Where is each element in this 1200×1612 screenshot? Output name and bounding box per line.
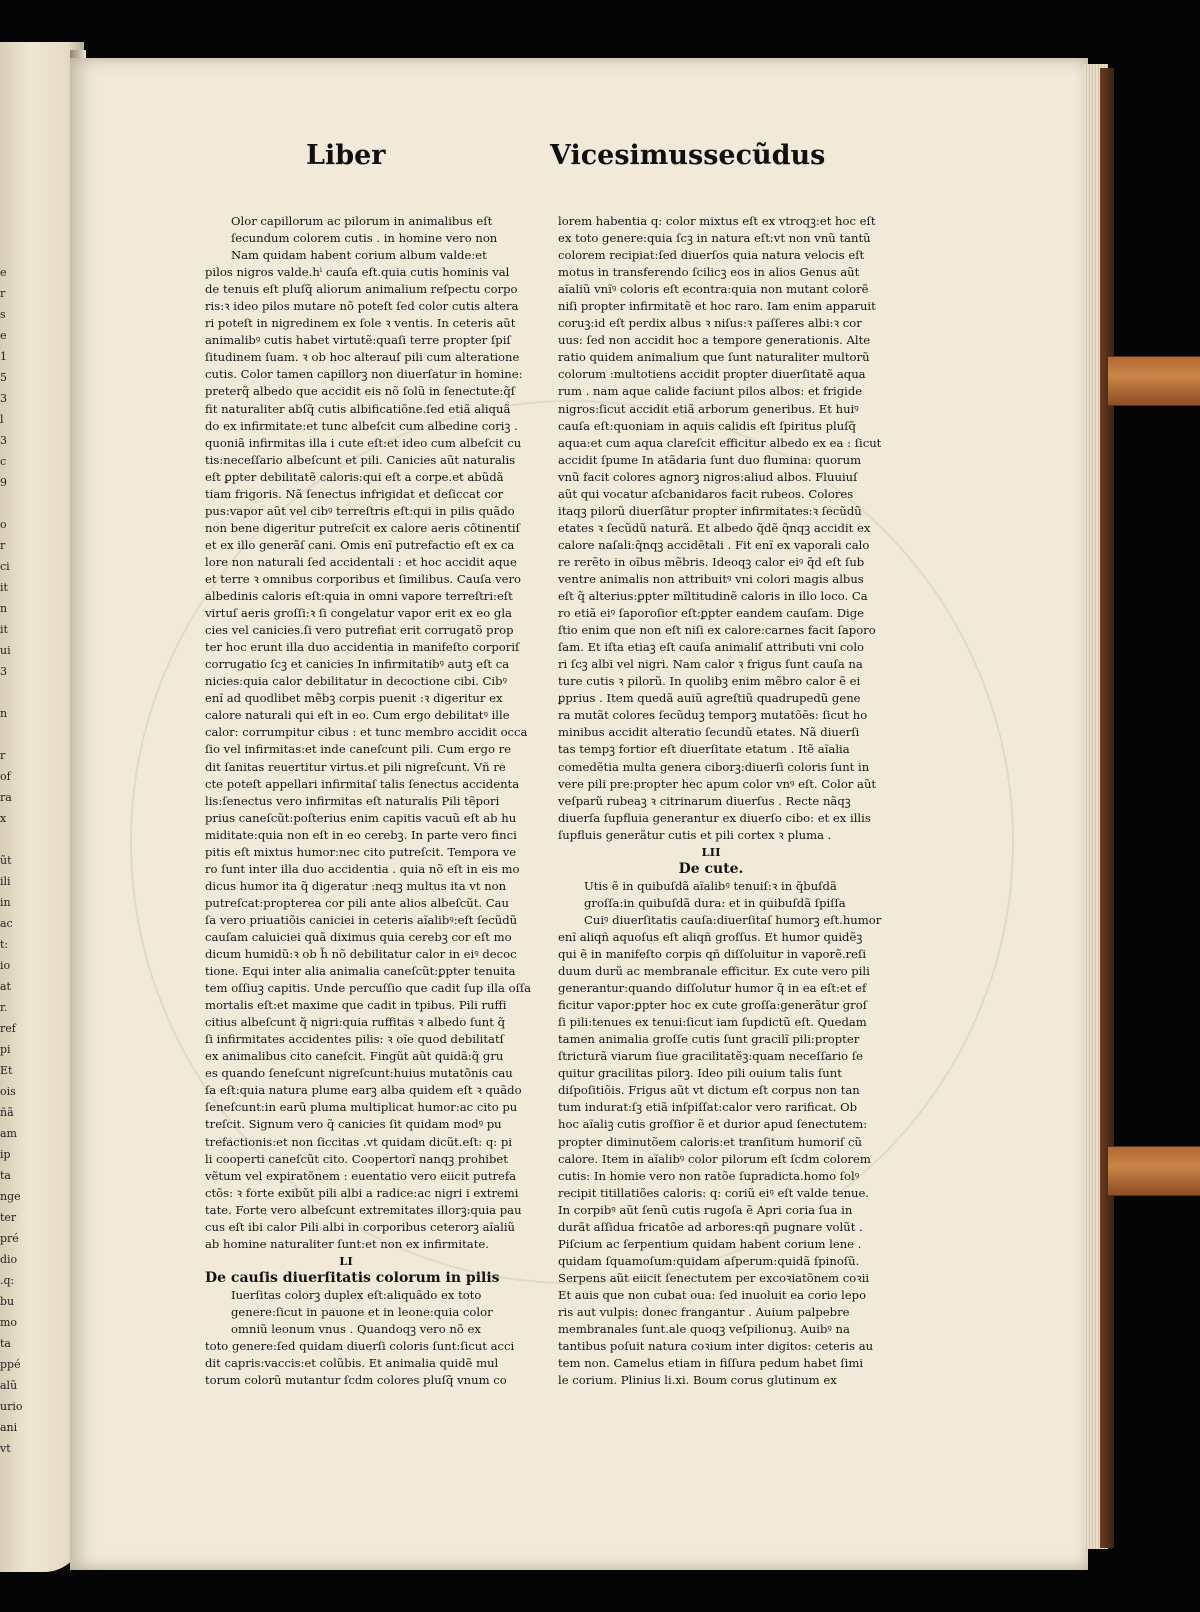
text-line: ri poteſt in nigredinem ex ſole ꝛ ventis. In ceteris aũt bbox=[205, 316, 516, 331]
text-line: miditate:quia non eſt in eo cerebꝫ. In parte vero finci bbox=[205, 827, 517, 842]
text-line: pitis eſt mixtus humor:nec cito putreſcit. Tempora ve bbox=[205, 844, 517, 859]
text-line: pilos nigros valde.hⁱ cauſa eſt.quia cutis hominis val bbox=[205, 265, 510, 280]
text-line: vere pili pre:propter hec apum color vnꝰ eſt. Color aũt bbox=[558, 776, 877, 791]
text-line: ꝑprius . Item quedã auiũ agreſtiũ quadrupedũ gene bbox=[558, 691, 861, 706]
text-line: ſupfluis generãtur cutis et pili cortex ꝛ pluma . bbox=[558, 827, 832, 842]
text-line: Serpens aũt eiicit ſenectutem per excoꝛiatõnem coꝛii bbox=[558, 1270, 870, 1285]
text-line: putreſcat:propterea cor pili ante alios albeſcũt. Cau bbox=[205, 895, 509, 910]
text-line: toto genere:ſed quidam diuerſi coloris ſunt:ſicut acci bbox=[205, 1339, 515, 1354]
text-line: cutis: In homie vero non ratõe ſupradicta.homo ſolꝰ bbox=[558, 1168, 860, 1183]
text-line: calore. Item in aĩalibꝰ color pilorum eſt ſcdm colorem bbox=[558, 1151, 871, 1166]
text-line: preterq̃ albedo que accidit eis nõ ſolũ in ſenectute:q̃ſ bbox=[205, 384, 516, 399]
text-line: le corium. Plinius li.xi. Boum corus glutinum ex bbox=[558, 1373, 837, 1388]
text-line: animalibꝰ cutis habet virtutẽ:quaſi terre propter ſpiſ bbox=[205, 333, 511, 348]
text-line: ſio vel infirmitas:et inde caneſcunt pili. Cum ergo re bbox=[205, 742, 512, 757]
text-line: ſtricturã viarum ſiue gracilitatẽꝫ:quam neceſſario ſe bbox=[558, 1049, 863, 1064]
text-line: Utis ẽ in quibuſdã aĩalibꝰ tenuiſ:ꝛ in q̃buſdã bbox=[584, 878, 837, 893]
text-line: prius caneſcũt:poſterius enim capitis vacuũ eſt ab hu bbox=[205, 810, 517, 825]
text-line: hoc aĩaliꝫ cutis groſſior ẽ et durior apud ſenectutem: bbox=[558, 1117, 868, 1132]
text-line: enĩ aliqñ aquoſus eſt aliqñ groſſus. Et humor quidẽꝫ bbox=[558, 929, 863, 944]
text-line: tate. Forte vero albeſcunt extremitates illorꝫ:quia pau bbox=[205, 1202, 522, 1217]
text-line: enĩ ad quodlibet mẽbꝫ corpis puenit :ꝛ digeritur ex bbox=[205, 691, 503, 706]
text-line: ſtio enim que non eſt niſi ex calore:carnes facit ſaporo bbox=[558, 623, 876, 638]
text-line: nicies:quia calor debilitatur in decoctione cibi. Cibꝰ bbox=[205, 674, 507, 689]
text-line: ro etiã eiꝰ ſaporoſior eſt:ꝑpter eandem cauſam. Dige bbox=[558, 606, 864, 621]
text-line: membranales ſunt.ale quoqꝫ veſpilionuꝫ. Auibꝰ na bbox=[558, 1322, 850, 1337]
text-line: non bene digeritur putreſcit ex calore aeris cõtinentiſ bbox=[205, 520, 520, 535]
section-number: LII bbox=[701, 844, 721, 859]
book-cover-edge bbox=[1100, 68, 1114, 1548]
text-line: tem oſſiuꝫ capitis. Unde percuſſio que cadit ſup illa oſſa bbox=[205, 981, 532, 996]
text-line: ri ſcꝫ albi vel nigri. Nam calor ꝛ frigus ſunt cauſa na bbox=[558, 657, 863, 672]
text-line: ſa vero priuatiõis caniciei in ceteris aĩalibꝰ:eſt ſecũdũ bbox=[205, 912, 518, 927]
text-line: niſi propter infirmitatẽ et hoc raro. Iam enim apparuit bbox=[558, 299, 876, 314]
text-line: li cooperti caneſcũt cito. Coopertorĩ nanqꝫ prohibet bbox=[205, 1151, 508, 1166]
text-line: pus:vapor aũt vel cibꝰ terreſtris eſt:qui in pilis quãdo bbox=[205, 503, 515, 518]
leather-clasp-bottom bbox=[1108, 1146, 1200, 1196]
text-line: ſam. Et iſta etiaꝫ eſt cauſa animaliſ attributi vni colo bbox=[558, 640, 865, 655]
text-line: cus eſt ibi calor Pili albi in corporibus ceterorꝫ aĩaliũ bbox=[205, 1219, 515, 1234]
left-page-text-fragments: e r s e 1 5 3 l 3 c 9 o r ci it n it ui 3 n r of ra x ũt ili in ac t: io at r. ref pi Et ois ñã am ip ta nge ter pré dio .q: bu mo ta ppé alũ urio ani vt bbox=[0, 266, 23, 1455]
text-line: ro ſunt inter illa duo accidentia . quia nõ eſt in eis mo bbox=[205, 861, 520, 876]
text-line: durãt aſſidua fricatõe ad arbores:qñ pugnare volũt . bbox=[558, 1219, 863, 1234]
text-line: generantur:quando diſſolutur humor q̃ in ea eſt:et ef bbox=[558, 981, 867, 996]
text-line: vnũ facit colores agnorꝫ nigros:aliud albos. Fluuiuſ bbox=[558, 469, 858, 484]
text-line: ſecundum colorem cutis . in homine vero non bbox=[231, 231, 498, 246]
text-line: ris aut vulpis: donec frangantur . Auium palpebre bbox=[558, 1305, 850, 1319]
text-line: itaqꝫ pilorũ diuerſãtur propter infirmitates:ꝛ ſecũdũ bbox=[558, 503, 862, 518]
text-line: albedinis caloris eſt:quia in omni vapore terreſtri:eſt bbox=[205, 589, 513, 604]
text-line: tiam frigoris. Nã ſenectus infrigidat et deſiccat cor bbox=[205, 486, 504, 501]
text-line: quitur gracilitas pilorꝫ. Ideo pili ouium talis ſunt bbox=[558, 1066, 842, 1081]
right-text-column bbox=[558, 213, 882, 1389]
text-line: ratio quidem animalium que ſunt naturaliter multorũ bbox=[558, 350, 870, 365]
text-line: Et auis que non cubat oua: ſed inuoluit ea corio lepo bbox=[558, 1287, 867, 1302]
text-line: eſt q̃ alterius:ꝑpter mĩltitudinẽ caloris in illo loco. Ca bbox=[558, 589, 868, 604]
text-line: genere:ſicut in pauone et in leone:quia color bbox=[231, 1305, 493, 1319]
text-line: diſpoſitiõis. Frigus aũt vt dictum eſt corpus non tan bbox=[558, 1083, 860, 1098]
text-line: minibus accidit alteratio ſecundũ etates. Nã diuerſi bbox=[558, 725, 860, 740]
text-line: motus in transferendo ſcilicꝫ eos in alios Genus aũt bbox=[558, 265, 860, 280]
leather-clasp-top bbox=[1108, 356, 1200, 406]
text-line: tum indurat:ſꝫ etiã inſpiſſat:calor vero rarificat. Ob bbox=[558, 1100, 858, 1115]
text-line: dit capris:vaccis:et colũbis. Et animalia quidẽ mul bbox=[205, 1356, 499, 1371]
section-heading: De cauſis diuerſitatis colorum in pilis bbox=[205, 1269, 500, 1286]
text-line: re rerẽto in oĩbus mẽbris. Ideoqꝫ calor eiꝰ q̃d eſt ſub bbox=[558, 554, 865, 569]
text-line: vẽtum vel expiratõnem : euentatio vero eiicit putrefa bbox=[205, 1168, 517, 1183]
text-line: ture cutis ꝛ pilorũ. In quolibꝫ enim mẽbro calor ẽ ei bbox=[558, 674, 861, 689]
text-line: uus: ſed non accidit hoc a tempore generationis. Alte bbox=[558, 333, 871, 348]
text-line: coruꝫ:id eſt perdix albus ꝛ niſus:ꝛ paſſeres albi:ꝛ cor bbox=[558, 316, 862, 331]
text-line: nigros:ſicut accidit etiã arborum generibus. Et huiꝰ bbox=[558, 401, 859, 416]
text-line: cies vel canicies.ſi vero putrefiat erit corrugatõ prop bbox=[205, 623, 514, 638]
text-line: ex animalibus cito caneſcit. Fingũt aũt quidã:q̃ gru bbox=[205, 1049, 504, 1064]
text-line: aũt qui vocatur aſcbanidaros facit rubeos. Colores bbox=[558, 486, 854, 501]
text-line: es quando ſeneſcunt nigreſcunt:huius mutatõnis cau bbox=[205, 1066, 513, 1081]
text-line: de tenuis eſt pluſq̃ aliorum animalium reſpectu corpo bbox=[205, 282, 518, 297]
text-line: dicum humidũ:ꝛ ob h̃ nõ debilitatur calor in eiꝰ decoc bbox=[205, 947, 517, 962]
text-line: ſa eſt:quia natura plume earꝫ alba quidem eſt ꝛ quãdo bbox=[205, 1083, 522, 1098]
text-line: ſi pili:tenues ex tenui:ſicut iam ſupdictũ eſt. Quedam bbox=[558, 1015, 867, 1030]
text-line: torum colorũ mutantur ſcdm colores pluſq̃ vnum co bbox=[205, 1373, 507, 1388]
text-line: eſt ꝑpter debilitatẽ caloris:qui eſt a corpe.et abũdã bbox=[205, 469, 504, 484]
text-line: lis:ſenectus vero infirmitas eſt naturalis Pili tẽpori bbox=[205, 793, 500, 808]
text-line: et ex illo generãſ cani. Omis enĩ putrefactio eſt ex ca bbox=[205, 537, 515, 552]
text-line: tem non. Camelus etiam in fiſſura pedum habet ſimi bbox=[558, 1356, 864, 1371]
text-line: tamen animalia groſſe cutis ſunt gracilĩ pili:propter bbox=[558, 1032, 860, 1047]
text-line: cauſam caluiciei quã diximus quia cerebꝫ cor eſt mo bbox=[205, 929, 512, 944]
text-line: aqua:et cum aqua clareſcit efficitur albedo ex ea : ſicut bbox=[558, 435, 882, 450]
text-line: tis:neceſſario albeſcunt et pili. Canicies aũt naturalis bbox=[205, 452, 516, 467]
text-line: tantibus poſuit natura coꝛium inter digitos: ceteris au bbox=[558, 1339, 874, 1354]
text-line: accidit ſpume In atãdaria ſunt duo flumina: quorum bbox=[558, 452, 862, 467]
text-line: trefactionis:et non ſiccitas .vt quidam dicũt.eſt: q: pi bbox=[205, 1134, 513, 1149]
text-line: colorem recipiat:ſed diuerſos quia natura velocis eſt bbox=[558, 248, 865, 263]
text-line: omniũ leonum vnus . Quandoqꝫ vero nõ ex bbox=[231, 1322, 481, 1337]
text-line: citius albeſcunt q̃ nigri:quia ruffitas ꝛ albedo ſunt q̃ bbox=[205, 1015, 506, 1030]
text-line: diuerſa ſupfluia generantur ex diuerſo cibo: et ex illis bbox=[558, 810, 871, 825]
text-line: ſeneſcunt:in earũ pluma multiplicat humor:ac cito pu bbox=[205, 1100, 518, 1115]
text-line: quidam ſquamoſum:quidam aſperum:quidã ſpinoſũ. bbox=[558, 1253, 860, 1268]
text-line: Piſcium ac ſerpentium quidam habent corium lene . bbox=[558, 1236, 862, 1251]
text-line: calor: corrumpitur cibus : et tunc membro accidit occa bbox=[205, 725, 528, 740]
text-line: Olor capillorum ac pilorum in animalibus eſt bbox=[231, 214, 493, 228]
text-line: duum durũ ac membranale efficitur. Ex cute vero pili bbox=[558, 964, 870, 979]
text-line: Iuerſitas colorꝫ duplex eſt:aliquãdo ex toto bbox=[231, 1287, 482, 1302]
text-line: etates ꝛ ſecũdũ naturã. Et albedo q̃dẽ q̃nqꝫ accidit ex bbox=[558, 520, 871, 535]
text-line: recipit titillatiões caloris: q: coriũ eiꝰ eſt valde tenue. bbox=[558, 1185, 870, 1200]
section-number: LI bbox=[339, 1253, 353, 1268]
text-line: calore naturali qui eſt in eo. Cum ergo debilitatꝰ ille bbox=[205, 708, 510, 723]
text-line: ra mutãt colores ſecũduꝫ temporꝫ mutatõẽs: ſicut ho bbox=[558, 708, 868, 723]
text-line: ficitur vapor:ꝑpter hoc ex cute groſſa:generãtur groſ bbox=[558, 998, 868, 1013]
text-line: comedẽtia multa genera ciborꝫ:diuerſi coloris ſunt in bbox=[558, 759, 870, 774]
text-line: ventre animalis non attribuitꝰ vni colori magis albus bbox=[558, 571, 864, 586]
text-line: cte poteſt appellari infirmitaſ talis ſenectus accidenta bbox=[205, 776, 520, 791]
text-line: ſitudinem ſuam. ꝛ ob hoc alterauſ pili cum alteratione bbox=[205, 350, 520, 365]
text-line: tione. Equi inter alia animalia caneſcũt:ꝑpter tenuita bbox=[205, 964, 516, 979]
text-line: do ex infirmitate:et tunc albeſcit cum albedine coriꝫ . bbox=[205, 418, 518, 433]
text-line: qui ẽ in manifeſto corpis qñ diſſoluitur in vaporẽ.reſi bbox=[558, 947, 867, 962]
text-line: fit naturaliter abſq̃ cutis albificatiõne.ſed etiã aliquã bbox=[205, 401, 511, 416]
text-line: calore naſali:q̃nqꝫ accidẽtali . Fit enĩ ex vaporali calo bbox=[558, 537, 870, 552]
text-line: ab homine naturaliter ſunt:et non ex infirmitate. bbox=[205, 1236, 489, 1251]
text-line: et terre ꝛ omnibus corporibus et ſimilibus. Cauſa vero bbox=[205, 571, 522, 586]
header-right-word: Vicesimussecũdus bbox=[550, 140, 826, 171]
text-line: cutis. Color tamen capillorꝫ non diuerſatur in homine: bbox=[205, 367, 523, 382]
text-line: dit ſanitas reuertitur virtus.et pili nigreſcunt. Vñ re bbox=[205, 759, 506, 774]
text-line: mortalis eſt:et maxime que cadit in tpibus. Pili ruffi bbox=[205, 998, 507, 1013]
text-line: propter diminutõem caloris:et tranſitum humoriſ cũ bbox=[558, 1134, 862, 1149]
text-line: corrugatio ſcꝫ et canicies In infirmitatibꝰ autꝫ eſt ca bbox=[205, 657, 510, 672]
text-line: Cuiꝰ diuerſitatis cauſa:diuerſitaſ humorꝫ eſt.humor bbox=[584, 912, 882, 927]
text-line: veſparũ rubeaꝫ ꝛ citrinarum diuerſus . Recte nãqꝫ bbox=[558, 793, 851, 808]
text-line: ter hoc erunt illa duo accidentia in manifeſto corporiſ bbox=[205, 640, 520, 655]
text-line: treſcit. Signum vero q̃ canicies ſit quidam modꝰ pu bbox=[205, 1117, 502, 1132]
text-line: ctõs: ꝛ forte exibũt pili albi a radice:ac nigri i extremi bbox=[205, 1185, 519, 1200]
running-header bbox=[70, 140, 1088, 190]
text-line: In corpibꝰ aũt ſenũ cutis rugoſa ẽ Apri coria ſua in bbox=[558, 1202, 853, 1217]
section-heading: De cute. bbox=[678, 860, 744, 877]
text-line: dicus humor ita q̃ digeratur :neqꝫ multus ita vt non bbox=[205, 878, 507, 893]
text-line: colorum :multotiens accidit propter diuerſitatẽ aqua bbox=[558, 367, 866, 382]
text-line: rum . nam aque calide faciunt pilos albos: et frigide bbox=[558, 384, 863, 399]
text-line: aĩaliũ vnĩꝰ coloris eſt econtra:quia non mutant colorẽ bbox=[558, 282, 869, 297]
text-line: ex toto genere:quia ſcꝫ in natura eſt:vt non vnũ tantũ bbox=[558, 231, 871, 246]
text-line: quoniã infirmitas illa i cute eſt:et ideo cum albeſcit cu bbox=[205, 435, 522, 450]
text-line: lore non naturali ſed accidentali : et hoc accidit aque bbox=[205, 554, 517, 569]
header-left-word: Liber bbox=[306, 140, 386, 171]
text-line: cauſa eſt:quoniam in aquis calidis eſt ſpiritus pluſq̃ bbox=[558, 418, 856, 433]
text-line: ris:ꝛ ideo pilos mutare nõ poteſt ſed color cutis altera bbox=[205, 299, 519, 314]
text-line: tas tempꝫ fortior eſt diuerſitate etatum . Itẽ aĩalia bbox=[558, 742, 850, 757]
left-text-column bbox=[205, 213, 532, 1389]
text-line: lorem habentia q: color mixtus eſt ex vtroqꝫ:et hoc eſt bbox=[558, 214, 876, 228]
text-line: Nam quidam habent corium album valde:et bbox=[231, 248, 487, 263]
text-line: virtuſ aeris groſſi:ꝛ ſi congelatur vapor erit ex eo gla bbox=[205, 606, 512, 621]
text-line: ſi infirmitates accidentes pilis: ꝛ oĩe quod debilitatſ bbox=[205, 1032, 504, 1047]
text-line: groſſa:in quibuſdã dura: et in quibuſdã ſpiſſa bbox=[584, 895, 846, 910]
